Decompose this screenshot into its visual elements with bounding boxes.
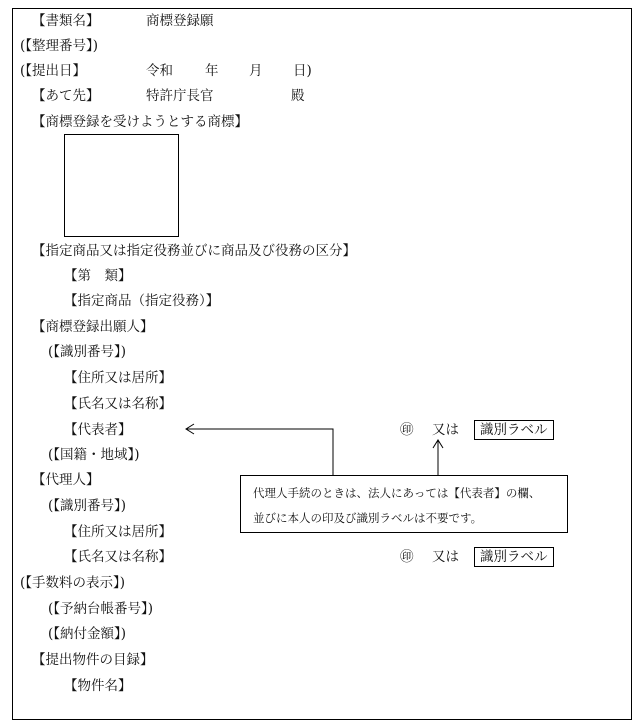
applicant-id-number: (【識別番号】) xyxy=(48,344,127,360)
agent-name: 【氏名又は名称】 xyxy=(64,549,172,565)
applicant-nationality: (【国籍・地域】) xyxy=(48,447,140,463)
applicant-representative: 【代表者】 xyxy=(64,422,132,438)
applicant-label: 【商標登録出願人】 xyxy=(32,319,154,335)
honorific-text: 殿 xyxy=(291,88,305,104)
applicant-address: 【住所又は居所】 xyxy=(64,370,172,386)
note-line-1: 代理人手続のときは、法人にあっては【代表者】の欄、 xyxy=(253,486,541,500)
agent-id-number: (【識別番号】) xyxy=(48,498,127,514)
id-label-box: 識別ラベル xyxy=(474,420,554,440)
class-label: 【第 類】 xyxy=(64,268,132,284)
era-text: 令和 xyxy=(146,63,173,79)
payment-amount-label: (【納付金額】) xyxy=(48,626,127,642)
doc-type-value: 商標登録願 xyxy=(146,13,214,29)
agent-address: 【住所又は居所】 xyxy=(64,524,172,540)
year-text: 年 xyxy=(205,63,219,79)
arrow-to-representative xyxy=(186,429,333,475)
agent-seal-mark: ㊞ xyxy=(400,549,414,565)
day-text: 日) xyxy=(293,63,312,79)
agent-label: 【代理人】 xyxy=(32,472,100,488)
addressee-value: 特許庁長官 xyxy=(146,88,214,104)
note-line-2: 並びに本人の印及び識別ラベルは不要です。 xyxy=(253,511,483,525)
item-name-label: 【物件名】 xyxy=(64,678,132,694)
fees-label: (【手数料の表示】) xyxy=(20,575,126,591)
seal-mark: ㊞ xyxy=(400,422,414,438)
agent-id-label-box: 識別ラベル xyxy=(474,547,554,567)
month-text: 月 xyxy=(249,63,263,79)
applicant-name: 【氏名又は名称】 xyxy=(64,396,172,412)
ledger-number-label: (【予納台帳番号】) xyxy=(48,601,154,617)
filing-date-label: (【提出日】 xyxy=(20,63,87,79)
designated-goods-label: 【指定商品（指定役務）】 xyxy=(64,293,220,309)
trademark-section-label: 【商標登録を受けようとする商標】 xyxy=(32,114,248,130)
attachments-label: 【提出物件の目録】 xyxy=(32,652,154,668)
doc-type-label: 【書類名】 xyxy=(32,13,100,29)
ref-number-label: (【整理番号】) xyxy=(20,38,99,54)
addressee-label: 【あて先】 xyxy=(32,88,100,104)
goods-section-label: 【指定商品又は指定役務並びに商品及び役務の区分】 xyxy=(32,243,356,259)
or-text: 又は xyxy=(432,422,459,438)
agent-or-text: 又は xyxy=(432,549,459,565)
